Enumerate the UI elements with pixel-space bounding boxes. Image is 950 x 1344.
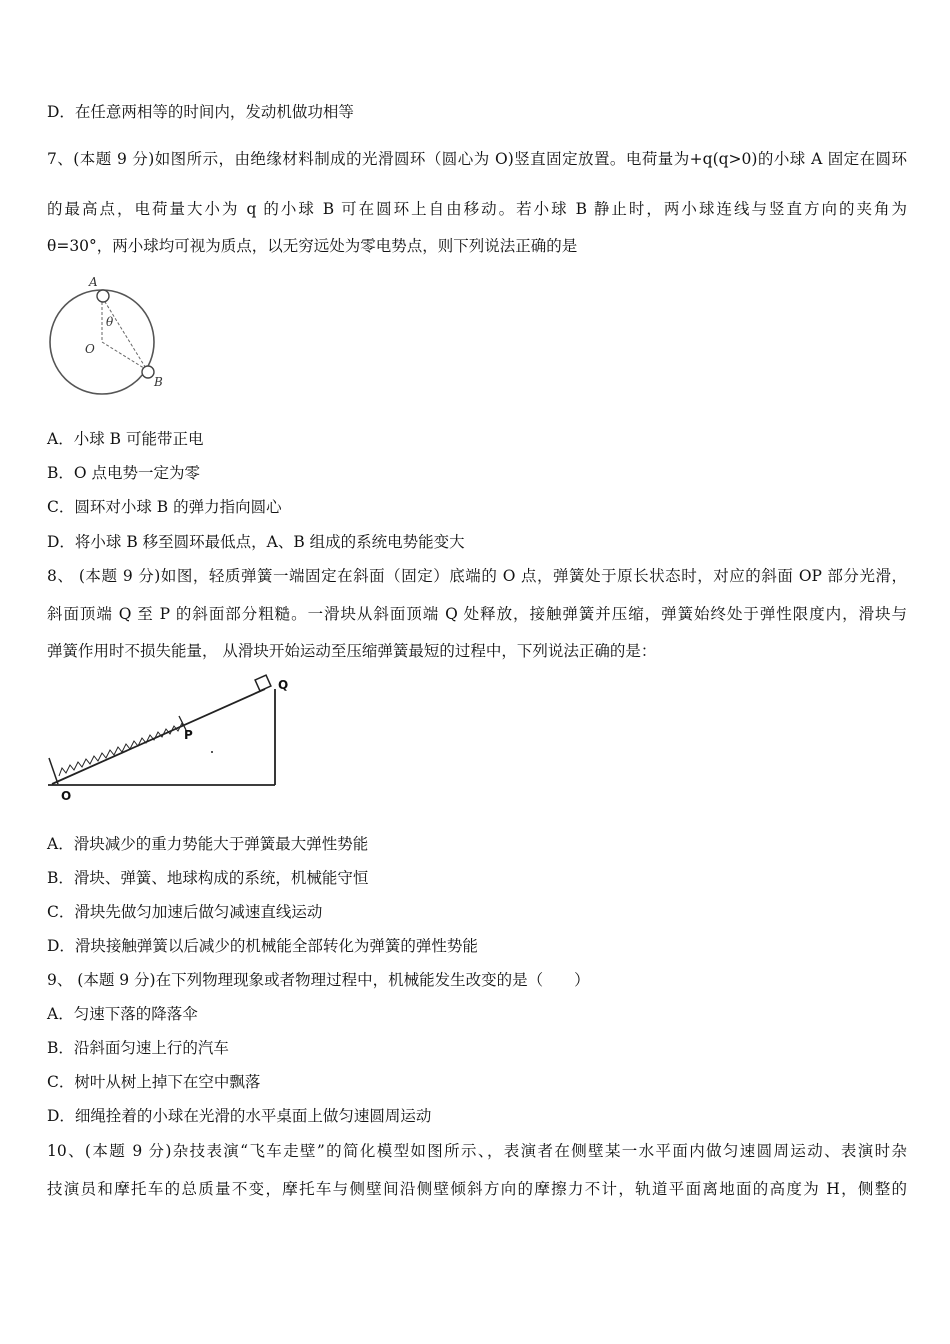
q9-option-a: A．匀速下落的降落伞 <box>47 1005 198 1023</box>
q7-option-a: A．小球 B 可能带正电 <box>47 430 204 448</box>
q9-option-c: C．树叶从树上掉下在空中飘落 <box>47 1073 261 1091</box>
q7-option-b: B．O 点电势一定为零 <box>47 464 201 482</box>
label-q: Q <box>278 678 289 692</box>
label-theta: θ <box>106 315 114 329</box>
q8-option-c: C．滑块先做匀加速后做匀减速直线运动 <box>47 903 323 921</box>
q8-option-b: B．滑块、弹簧、地球构成的系统，机械能守恒 <box>47 869 369 887</box>
q7-stem-line2: 的最高点，电荷量大小为 q 的小球 B 可在圆环上自由移动。若小球 B 静止时，两小球连线与竖直方向的夹角为 <box>47 200 907 218</box>
q9-stem: 9、 (本题 9 分)在下列物理现象或者物理过程中，机械能发生改变的是（ ） <box>47 971 590 989</box>
ball-b <box>142 366 154 378</box>
slider-block <box>255 675 271 691</box>
q7-stem-line1: 7、(本题 9 分)如图所示，由绝缘材料制成的光滑圆环（圆心为 O)竖直固定放置。电荷量为+q(q>0)的小球 A 固定在圆环 <box>47 150 907 168</box>
q8-option-a: A．滑块减少的重力势能大于弹簧最大弹性势能 <box>47 835 369 853</box>
q7-ring-figure <box>45 272 175 402</box>
q7-option-d: D．将小球 B 移至圆环最低点，A、B 组成的系统电势能变大 <box>47 533 465 551</box>
q8-stem-line2: 斜面顶端 Q 至 P 的斜面部分粗糙。一滑块从斜面顶端 Q 处释放，接触弹簧并压缩，弹簧始终处于弹性限度内，滑块与 <box>47 605 907 623</box>
label-b: B <box>154 375 163 389</box>
q10-stem-line2: 技演员和摩托车的总质量不变，摩托车与侧壁间沿侧壁倾斜方向的摩擦力不计，轨道平面离地面的高度为 H，侧整的 <box>47 1180 907 1198</box>
q9-option-d: D．细绳拴着的小球在光滑的水平桌面上做匀速圆周运动 <box>47 1107 432 1125</box>
q9-option-b: B．沿斜面匀速上行的汽车 <box>47 1039 229 1057</box>
label-p: P <box>184 728 193 742</box>
option-d-prev: D．在任意两相等的时间内，发动机做功相等 <box>47 103 354 121</box>
label-o: O <box>61 789 72 803</box>
q8-stem-line3: 弹簧作用时不损失能量， 从滑块开始运动至压缩弹簧最短的过程中，下列说法正确的是： <box>47 642 657 660</box>
spring <box>59 723 183 776</box>
q7-option-c: C．圆环对小球 B 的弹力指向圆心 <box>47 498 282 516</box>
q7-stem-line3: θ=30°，两小球均可视为质点，以无穷远处为零电势点，则下列说法正确的是 <box>47 237 578 255</box>
label-a: A <box>89 275 98 289</box>
q8-option-d: D．滑块接触弹簧以后减少的机械能全部转化为弹簧的弹性势能 <box>47 937 478 955</box>
q8-incline-figure <box>45 672 305 807</box>
q10-stem-line1: 10、(本题 9 分)杂技表演“飞车走壁”的简化模型如图所示、，表演者在侧壁某一水平面内做匀速圆周运动、表演时杂 <box>47 1142 907 1160</box>
label-o: O <box>85 342 95 356</box>
ball-a <box>97 290 109 302</box>
q8-stem-line1: 8、 (本题 9 分)如图，轻质弹簧一端固定在斜面（固定）底端的 O 点，弹簧处于原长状态时，对应的斜面 OP 部分光滑， <box>47 567 907 585</box>
